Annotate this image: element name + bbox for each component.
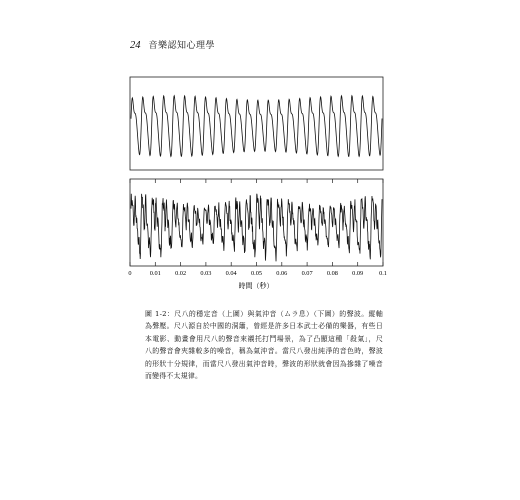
x-tick-label: 0.01 xyxy=(149,270,161,277)
x-tick-label: 0.02 xyxy=(175,270,187,277)
x-tick-label: 0.1 xyxy=(379,270,387,277)
x-tick-label: 0.06 xyxy=(276,270,288,277)
x-tick-label: 0 xyxy=(128,270,132,277)
x-tick-label: 0.08 xyxy=(326,270,338,277)
running-title: 音樂認知心理學 xyxy=(148,41,216,51)
steady-tone-waveform xyxy=(131,96,382,157)
x-axis-title: 時間（秒） xyxy=(238,282,274,290)
x-axis-ticks xyxy=(128,179,387,277)
figure-caption: 圖 1-2：尺八的穩定音（上圖）與氣沖音（ムラ息）（下圖）的聲波。縱軸為聲壓。尺八源自於中國的洞簫，曾經是許多日本武士必備的樂器，有些日本電影、動畫會用尺八的聲音來襯托打鬥場景，為了凸顯這種「殺氣」，尺八的聲音會夾雜較多的噪音，稱為氣沖音。當尺八發出純淨的音色時，聲波的形狀十分規律，而當尺八發出氣沖音時，聲波的形狀就會因為摻雜了噪音而變得不太規律。 xyxy=(145,310,383,381)
x-tick-label: 0.03 xyxy=(200,270,212,277)
muraiki-waveform xyxy=(131,194,382,262)
x-tick-label: 0.07 xyxy=(301,270,313,277)
page-number: 24 xyxy=(130,40,141,51)
x-tick-label: 0.04 xyxy=(225,270,237,277)
x-tick-label: 0.09 xyxy=(352,270,364,277)
x-tick-label: 0.05 xyxy=(250,270,263,277)
